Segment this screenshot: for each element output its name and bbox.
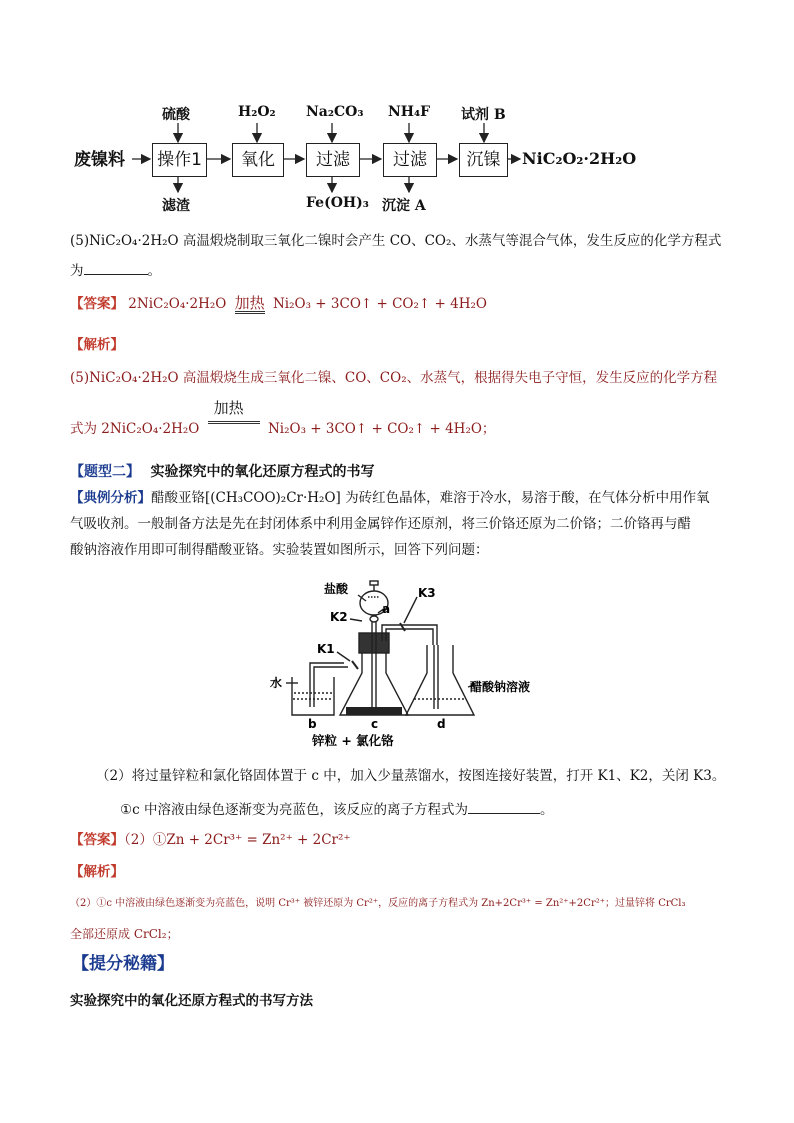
output-residue: 滤渣: [162, 198, 190, 214]
q2-suffix: 。: [539, 802, 554, 818]
label-naac: 醋酸钠溶液: [470, 680, 531, 694]
analysis1-products: Ni₂O₃ + 3CO↑ + CO₂↑ + 4H₂O；: [267, 421, 496, 437]
example-label: 【典例分析】: [70, 490, 151, 506]
analysis-label: 【解析】: [70, 337, 124, 353]
analysis1-prefix: 式为 2NiC₂O₄·2H₂O: [70, 421, 200, 437]
reagent-sulfuric-acid: 硫酸: [162, 107, 190, 123]
q2-prefix: ①c 中溶液由绿色逐渐变为亮蓝色，该反应的离子方程式为: [120, 802, 468, 818]
analysis1-line1: (5)NiC₂O₄·2H₂O 高温煅烧生成三氧化二镍、CO、CO₂、水蒸气，根据得失电子守恒，发生反应的化学方程: [70, 370, 718, 386]
process-flowchart: [70, 100, 710, 220]
example-line2: 气吸收剂。一般制备方法是先在封闭体系中利用金属锌作还原剂，将三价铬还原为二价铬；二价铬再与醋: [70, 516, 691, 532]
topic2-label: 【题型二】: [70, 464, 140, 480]
reagent-b: 试剂 B: [461, 107, 506, 123]
apparatus-diagram: [262, 575, 531, 755]
label-d: d: [437, 717, 446, 731]
answer1-line: [70, 294, 487, 314]
label-k3: K3: [418, 586, 436, 600]
flow-product: NiC₂O₂·2H₂O: [522, 149, 637, 168]
answer2-text: （2）①Zn + 2Cr³⁺ = Zn²⁺ + 2Cr²⁺: [124, 832, 351, 848]
answer1-reactant: 2NiC₂O₄·2H₂O: [128, 296, 227, 312]
label-k2: K2: [330, 610, 348, 624]
flow-box-filter2: 过滤: [383, 143, 437, 177]
example-line3: 酸钠溶液作用即可制得醋酸亚铬。实验装置如图所示，回答下列问题：: [70, 542, 489, 558]
flow-box-operation1: 操作1: [152, 143, 207, 177]
answer1-condition: 加热: [234, 294, 265, 312]
label-reagents: 锌粒 + 氯化铬: [312, 733, 394, 748]
analysis1-line2: [70, 399, 496, 439]
equals-sign: [208, 421, 260, 424]
reagent-nh4f: NH₄F: [388, 104, 431, 120]
analysis2-label: 【解析】: [70, 864, 124, 880]
answer-label: 【答案】: [70, 296, 124, 312]
output-precipitate-a: 沉淀 A: [382, 198, 426, 214]
flask-d: [406, 645, 474, 715]
reagent-na2co3: Na₂CO₃: [306, 104, 364, 120]
q5-suffix: 。: [147, 263, 161, 279]
label-k1: K1: [317, 642, 335, 656]
analysis1-condition: 加热: [213, 399, 244, 417]
flask-c: [340, 653, 408, 715]
q5-prefix: 为: [70, 263, 84, 279]
topic2-header: [70, 462, 374, 482]
label-a: a: [382, 602, 391, 616]
flow-start-label: 废镍料: [74, 150, 125, 170]
analysis2-line1: （2）①c 中溶液由绿色逐渐变为亮蓝色，说明 Cr³⁺ 被锌还原为 Cr²⁺，反应的离子方程式为 Zn+2Cr³⁺ = Zn²⁺+2Cr²⁺；过量锌将 CrCl₃: [70, 898, 686, 909]
flow-box-filter1: 过滤: [306, 143, 360, 177]
q5-line2: [70, 260, 161, 281]
q5-blank: [84, 260, 148, 275]
label-c: c: [371, 717, 379, 731]
analysis1-arrow: [208, 399, 260, 433]
label-b: b: [308, 717, 317, 731]
label-water: 水: [270, 676, 283, 690]
answer1-products: Ni₂O₃ + 3CO↑ + CO₂↑ + 4H₂O: [272, 296, 487, 312]
q5-line1: (5)NiC₂O₄·2H₂O 高温煅烧制取三氧化二镍时会产生 CO、CO₂、水蒸气等混合气体，发生反应的化学方程式: [70, 233, 722, 249]
label-hcl: 盐酸: [324, 582, 349, 596]
beaker-b: [292, 677, 334, 715]
topic2-title: 实验探究中的氧化还原方程式的书写: [150, 464, 375, 480]
example-line1: [70, 488, 710, 508]
answer2-line: [70, 830, 351, 850]
q2-line2: [120, 799, 553, 820]
method-title: 实验探究中的氧化还原方程式的书写方法: [70, 993, 313, 1009]
flow-box-oxidation: 氧化: [232, 143, 284, 177]
q2-blank: [468, 799, 540, 814]
analysis2-line2: 全部还原成 CrCl₂；: [70, 927, 179, 941]
reagent-h2o2: H₂O₂: [238, 104, 276, 120]
output-fe-oh3: Fe(OH)₃: [306, 195, 369, 211]
example-text1: 醋酸亚铬[(CH₃COO)₂Cr·H₂O] 为砖红色晶体，难溶于冷水，易溶于酸，在气体分析中用作氧: [151, 490, 710, 506]
answer2-label: 【答案】: [70, 832, 124, 848]
tips-label: 【提分秘籍】: [72, 954, 174, 974]
zinc-granules: [346, 707, 402, 715]
q2-line1: （2）将过量锌粒和氯化铬固体置于 c 中，加入少量蒸馏水，按图连接好装置，打开 K1、K2，关闭 K3。: [96, 768, 726, 784]
flow-box-precipitate-ni: 沉镍: [459, 143, 508, 177]
